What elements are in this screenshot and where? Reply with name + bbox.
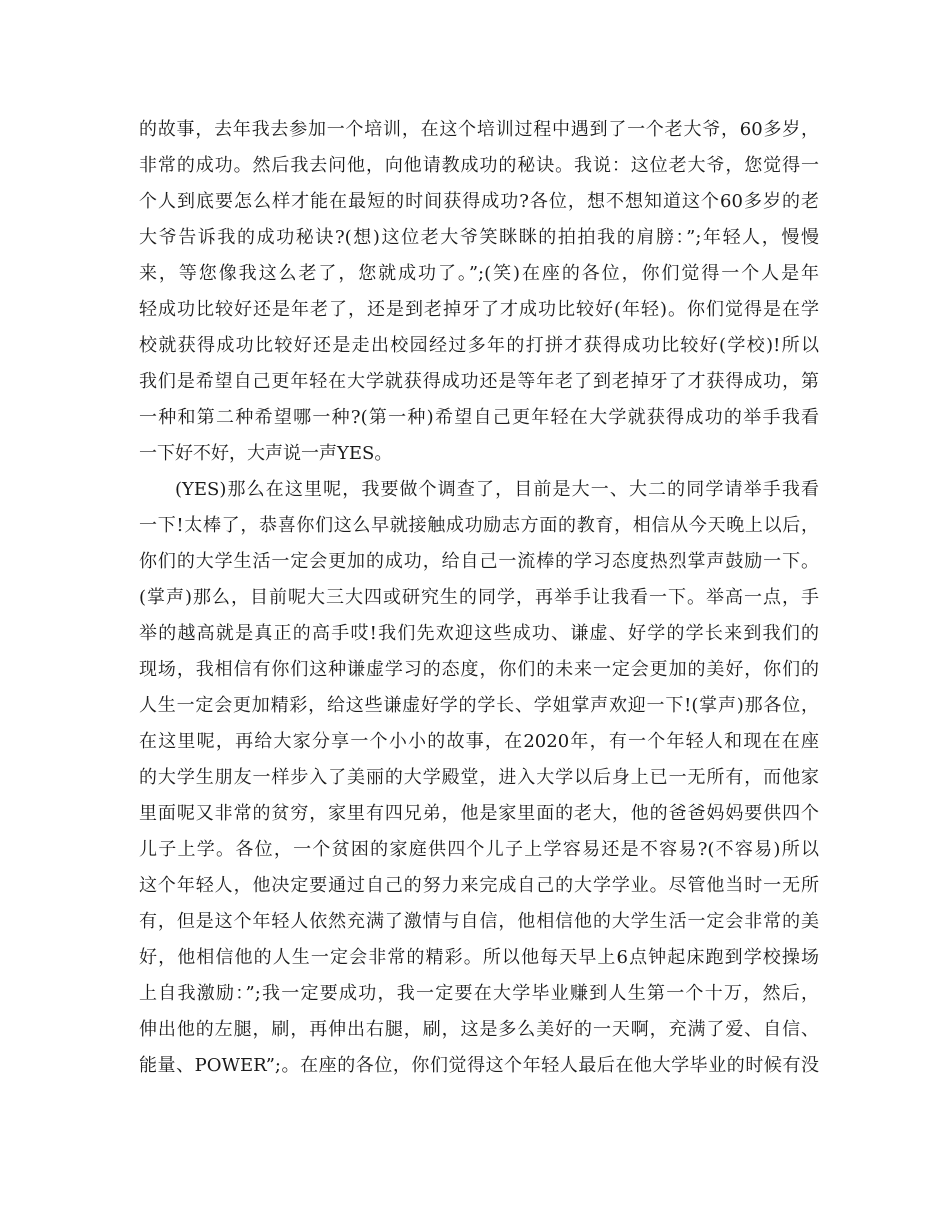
text-line: (YES)那么在这里呢，我要做个调查了，目前是大一、大二的同学请举手我看: [175, 479, 819, 500]
text-line: 个人到底要怎么样才能在最短的时间获得成功?各位，想不想知道这个60多岁的老: [139, 191, 819, 212]
text-line: (掌声)那么，目前呢大三大四或研究生的同学，再举手让我看一下。举高一点，手: [139, 587, 819, 608]
text-line: 这个年轻人，他决定要通过自己的努力来完成自己的大学学业。尽管他当时一无所: [139, 875, 819, 896]
text-line: 能量、POWER”;。在座的各位，你们觉得这个年轻人最后在他大学毕业的时候有没: [139, 1055, 819, 1076]
text-line: 举的越高就是真正的高手哎!我们先欢迎这些成功、谦虚、好学的学长来到我们的: [139, 623, 819, 644]
text-line: 的故事，去年我去参加一个培训，在这个培训过程中遇到了一个老大爷，60多岁，: [139, 119, 819, 140]
text-line: 好，他相信他的人生一定会非常的精彩。所以他每天早上6点钟起床跑到学校操场: [139, 947, 819, 968]
text-line: 的大学生朋友一样步入了美丽的大学殿堂，进入大学以后身上已一无所有，而他家: [139, 767, 819, 788]
text-line: 里面呢又非常的贫穷，家里有四兄弟，他是家里面的老大，他的爸爸妈妈要供四个: [139, 803, 819, 824]
text-line: 在这里呢，再给大家分享一个小小的故事，在2020年，有一个年轻人和现在在座: [139, 731, 819, 752]
text-line: 一下好不好，大声说一声YES。: [139, 443, 393, 464]
body-text: [139, 112, 819, 1084]
text-line: 人生一定会更加精彩，给这些谦虚好学的学长、学姐掌声欢迎一下!(掌声)那各位，: [139, 695, 819, 716]
text-line: 伸出他的左腿，刷，再伸出右腿，刷，这是多么美好的一天啊，充满了爱、自信、: [139, 1019, 819, 1040]
text-line: 我们是希望自己更年轻在大学就获得成功还是等年老了到老掉牙了才获得成功，第: [139, 371, 819, 392]
text-line: 非常的成功。然后我去问他，向他请教成功的秘诀。我说：这位老大爷，您觉得一: [139, 155, 819, 176]
text-line: 现场，我相信有你们这种谦虚学习的态度，你们的未来一定会更加的美好，你们的: [139, 659, 819, 680]
text-line: 你们的大学生活一定会更加的成功，给自己一流棒的学习态度热烈掌声鼓励一下。: [139, 551, 819, 572]
text-line: 上自我激励：”;我一定要成功，我一定要在大学毕业赚到人生第一个十万，然后，: [139, 983, 819, 1004]
text-line: 有，但是这个年轻人依然充满了激情与自信，他相信他的大学生活一定会非常的美: [139, 911, 819, 932]
text-line: 一下!太棒了，恭喜你们这么早就接触成功励志方面的教育，相信从今天晚上以后，: [139, 515, 819, 536]
text-line: 轻成功比较好还是年老了，还是到老掉牙了才成功比较好(年轻)。你们觉得是在学: [139, 299, 819, 320]
text-line: 儿子上学。各位，一个贫困的家庭供四个儿子上学容易还是不容易?(不容易)所以: [139, 839, 819, 860]
text-line: 大爷告诉我的成功秘诀?(想)这位老大爷笑眯眯的拍拍我的肩膀：”;年轻人，慢慢: [139, 227, 819, 248]
text-line: 来，等您像我这么老了，您就成功了。”;(笑)在座的各位，你们觉得一个人是年: [139, 263, 819, 284]
text-line: 一种和第二种希望哪一种?(第一种)希望自己更年轻在大学就获得成功的举手我看: [139, 407, 819, 428]
text-line: 校就获得成功比较好还是走出校园经过多年的打拼才获得成功比较好(学校)!所以: [139, 335, 819, 356]
